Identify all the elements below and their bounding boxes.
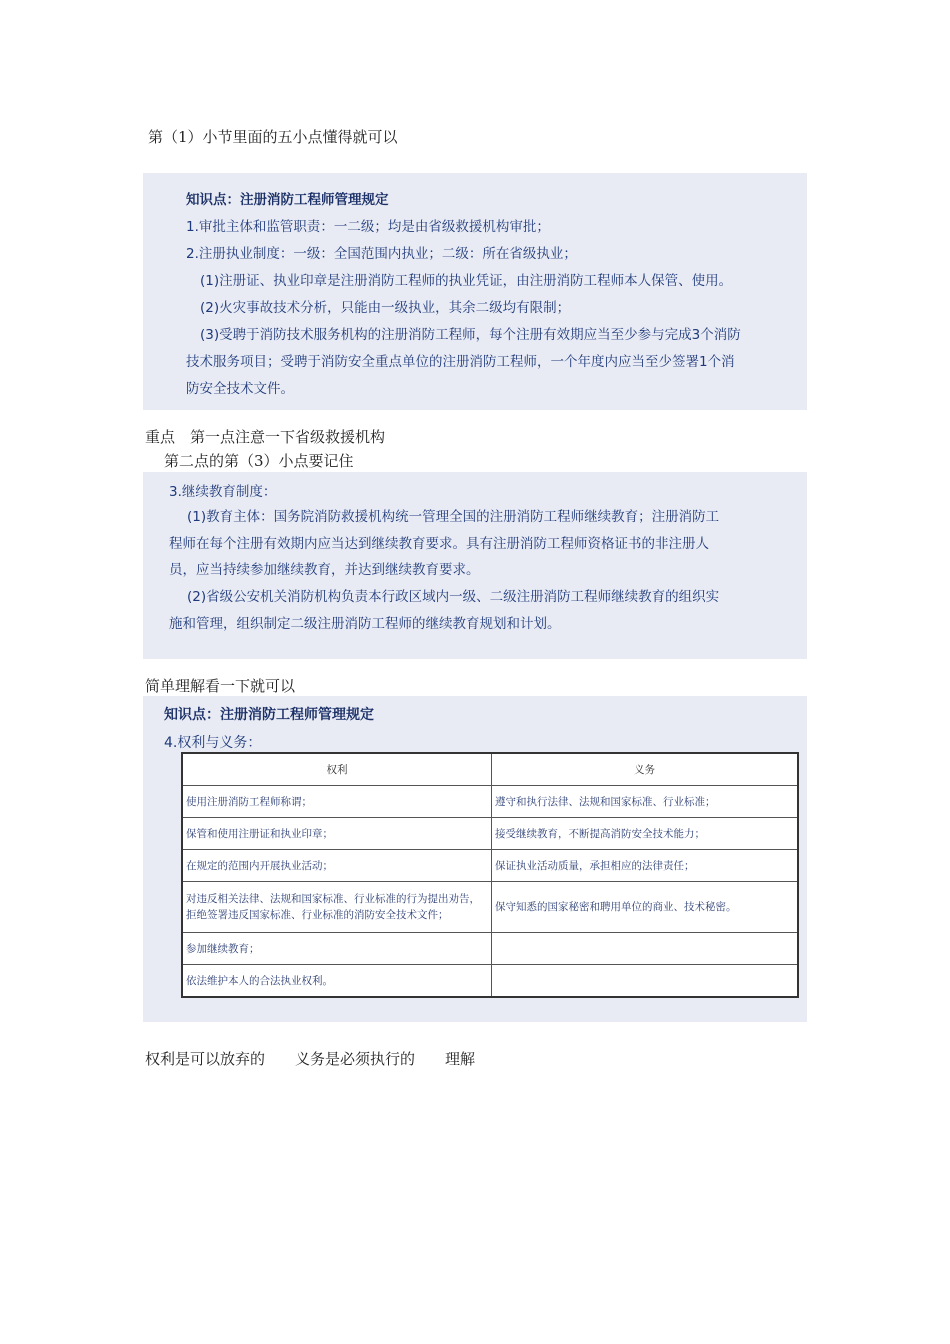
table-cell: 遵守和执行法律、法规和国家标准、行业标准； [492, 786, 799, 818]
table-cell: 保守知悉的国家秘密和聘用单位的商业、技术秘密。 [492, 882, 799, 933]
box-line: (3)受聘于消防技术服务机构的注册消防工程师，每个注册有效期应当至少参与完成3个消防 [200, 327, 741, 343]
table-header-row [182, 753, 798, 786]
table-row [182, 786, 798, 818]
table-cell: 参加继续教育； [182, 933, 492, 965]
box-line: 技术服务项目；受聘于消防安全重点单位的注册消防工程师，一个年度内应当至少签署1个消 [186, 354, 735, 370]
table-row [182, 933, 798, 965]
table-cell: 使用注册消防工程师称谓； [182, 786, 492, 818]
table-cell: 在规定的范围内开展执业活动； [182, 850, 492, 882]
box-title: 知识点：注册消防工程师管理规定 [164, 707, 374, 723]
table-cell: 接受继续教育，不断提高消防安全技术能力； [492, 818, 799, 850]
box-line: (1)教育主体：国务院消防救援机构统一管理全国的注册消防工程师继续教育；注册消防工 [187, 509, 720, 525]
note-understand: 权利是可以放弃的 义务是必须执行的 理解 [145, 1050, 476, 1068]
note-remember: 第二点的第（3）小点要记住 [164, 452, 354, 470]
rights-obligations-table [181, 752, 799, 998]
table-row [182, 965, 798, 998]
box-line: 1.审批主体和监管职责：一二级；均是由省级救援机构审批； [186, 219, 550, 235]
box-line: 员，应当持续参加继续教育，并达到继续教育要求。 [169, 562, 480, 578]
note-simple: 简单理解看一下就可以 [145, 677, 296, 695]
knowledge-box-registration [143, 173, 807, 410]
table-cell: 保证执业活动质量，承担相应的法律责任； [492, 850, 799, 882]
box-subtitle: 4.权利与义务： [164, 735, 262, 751]
table-row [182, 882, 798, 933]
box-title: 知识点：注册消防工程师管理规定 [186, 192, 389, 208]
table-cell [492, 933, 799, 965]
box-line: 防安全技术文件。 [186, 381, 294, 397]
table-cell: 保管和使用注册证和执业印章； [182, 818, 492, 850]
box-line: (1)注册证、执业印章是注册消防工程师的执业凭证，由注册消防工程师本人保管、使用。 [200, 273, 733, 289]
knowledge-box-education [143, 472, 807, 659]
table-cell: 依法维护本人的合法执业权利。 [182, 965, 492, 998]
box-line: 施和管理，组织制定二级注册消防工程师的继续教育规划和计划。 [169, 616, 561, 632]
header-rights: 权利 [182, 753, 492, 786]
box-line: 2.注册执业制度：一级：全国范围内执业；二级：所在省级执业； [186, 246, 577, 262]
note-section-1: 第（1）小节里面的五小点懂得就可以 [148, 128, 398, 146]
table-cell: 对违反相关法律、法规和国家标准、行业标准的行为提出劝告，拒绝签署违反国家标准、行业标准的消防安全技术文件； [182, 882, 492, 933]
table-row [182, 818, 798, 850]
table-cell [492, 965, 799, 998]
knowledge-box-rights [143, 696, 807, 1022]
box-line: 程师在每个注册有效期内应当达到继续教育要求。具有注册消防工程师资格证书的非注册人 [169, 536, 709, 552]
table-row [182, 850, 798, 882]
box-line: 3.继续教育制度： [169, 484, 277, 500]
box-line: (2)火灾事故技术分析，只能由一级执业，其余二级均有限制； [200, 300, 571, 316]
note-key-point: 重点 第一点注意一下省级救援机构 [145, 428, 386, 446]
box-line: (2)省级公安机关消防机构负责本行政区域内一级、二级注册消防工程师继续教育的组织实 [187, 589, 720, 605]
header-obligations: 义务 [492, 753, 799, 786]
